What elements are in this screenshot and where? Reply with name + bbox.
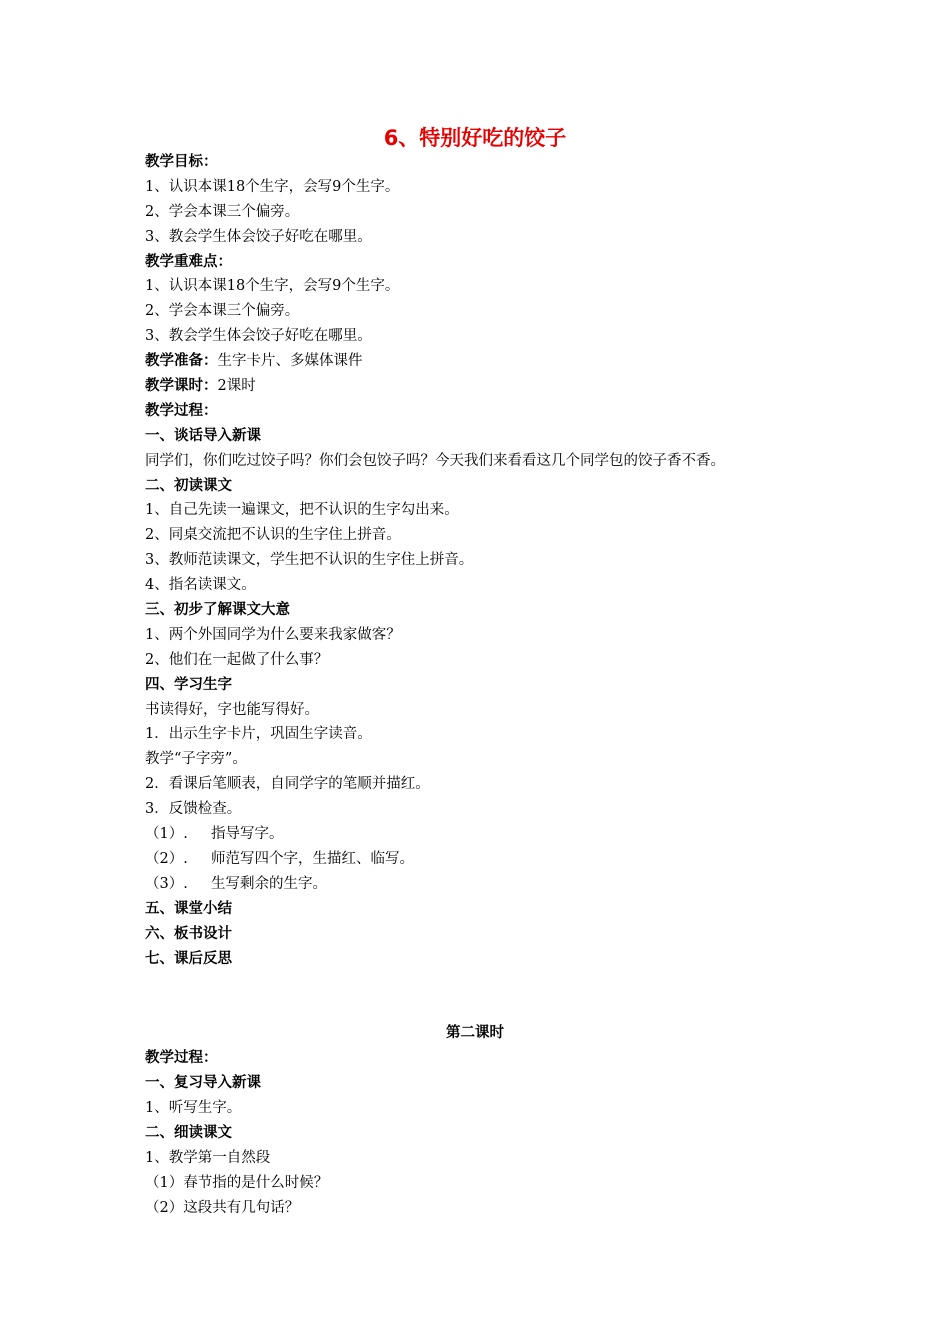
sub-item (145, 822, 845, 847)
section-heading: 一、谈话导入新课 (145, 427, 261, 444)
section-heading: 二、细读课文 (145, 1124, 232, 1141)
section-heading: 二、初读课文 (145, 477, 232, 494)
sub-item-text: 生写剩余的生字。 (211, 875, 327, 892)
list-item: （2）这段共有几句话？ (145, 1199, 300, 1216)
duration-row (145, 374, 845, 399)
section-heading: 一、复习导入新课 (145, 1075, 261, 1092)
key-points-label: 教学重难点： (145, 253, 232, 270)
objectives-label: 教学目标： (145, 154, 218, 170)
section-heading: 三、初步了解课文大意 (145, 602, 290, 619)
list-item: 2、同桌交流把不认识的生字住上拼音。 (145, 527, 401, 544)
section-heading: 七、课后反思 (145, 950, 232, 967)
list-item: 1、听写生字。 (145, 1100, 242, 1117)
list-item: 1、教学第一自然段 (145, 1149, 271, 1166)
sub-item-number: （1）. (145, 826, 188, 843)
sub-item-number: （3）. (145, 875, 188, 892)
list-item: 3．反馈检查。 (145, 801, 242, 818)
list-item: 1．出示生字卡片，巩固生字读音。 (145, 726, 372, 743)
list-item: （1）春节指的是什么时候？ (145, 1174, 329, 1191)
objective-item: 3、教会学生体会饺子好吃在哪里。 (145, 228, 372, 245)
key-point-item: 2、学会本课三个偏旁。 (145, 303, 300, 320)
list-item: 4、指名读课文。 (145, 577, 256, 594)
process-label: 教学过程： (145, 1050, 218, 1067)
document-title: 6、特别好吃的饺子 (383, 126, 567, 150)
key-point-item: 1、认识本课18个生字，会写9个生字。 (145, 278, 400, 295)
process-label: 教学过程： (145, 402, 218, 419)
second-lesson-title: 第二课时 (446, 1025, 504, 1042)
list-item: 2．看课后笔顺表，自同学字的笔顺并描红。 (145, 776, 430, 793)
section-heading: 六、板书设计 (145, 925, 232, 942)
key-point-item: 3、教会学生体会饺子好吃在哪里。 (145, 328, 372, 345)
objective-item: 2、学会本课三个偏旁。 (145, 203, 300, 220)
list-item: 3、教师范读课文，学生把不认识的生字住上拼音。 (145, 552, 474, 569)
sub-item-text: 师范写四个字，生描红、临写。 (211, 850, 414, 867)
sub-item (145, 872, 845, 897)
section-text: 同学们，你们吃过饺子吗？你们会包饺子吗？今天我们来看看这几个同学包的饺子香不香。 (145, 452, 725, 469)
list-item: 2、他们在一起做了什么事？ (145, 651, 329, 668)
duration-label: 教学课时： (145, 378, 218, 395)
section-heading: 四、学习生字 (145, 676, 232, 693)
list-item: 1、两个外国同学为什么要来我家做客？ (145, 626, 401, 643)
preparation-value: 生字卡片、多媒体课件 (217, 353, 363, 370)
preparation-label: 教学准备： (145, 353, 218, 370)
list-item: 1、自己先读一遍课文，把不认识的生字勾出来。 (145, 502, 459, 519)
preparation-row (145, 349, 845, 374)
spacer (145, 971, 845, 1021)
sub-item (145, 847, 845, 872)
list-item: 教学“子字旁”。 (145, 751, 247, 768)
sub-item-number: （2）. (145, 850, 188, 867)
duration-value: 2课时 (217, 378, 256, 395)
section-heading: 五、课堂小结 (145, 900, 232, 917)
list-item: 书读得好，字也能写得好。 (145, 701, 319, 718)
document-body (145, 150, 845, 1221)
objective-item: 1、认识本课18个生字，会写9个生字。 (145, 178, 400, 195)
sub-item-text: 指导写字。 (211, 826, 284, 843)
